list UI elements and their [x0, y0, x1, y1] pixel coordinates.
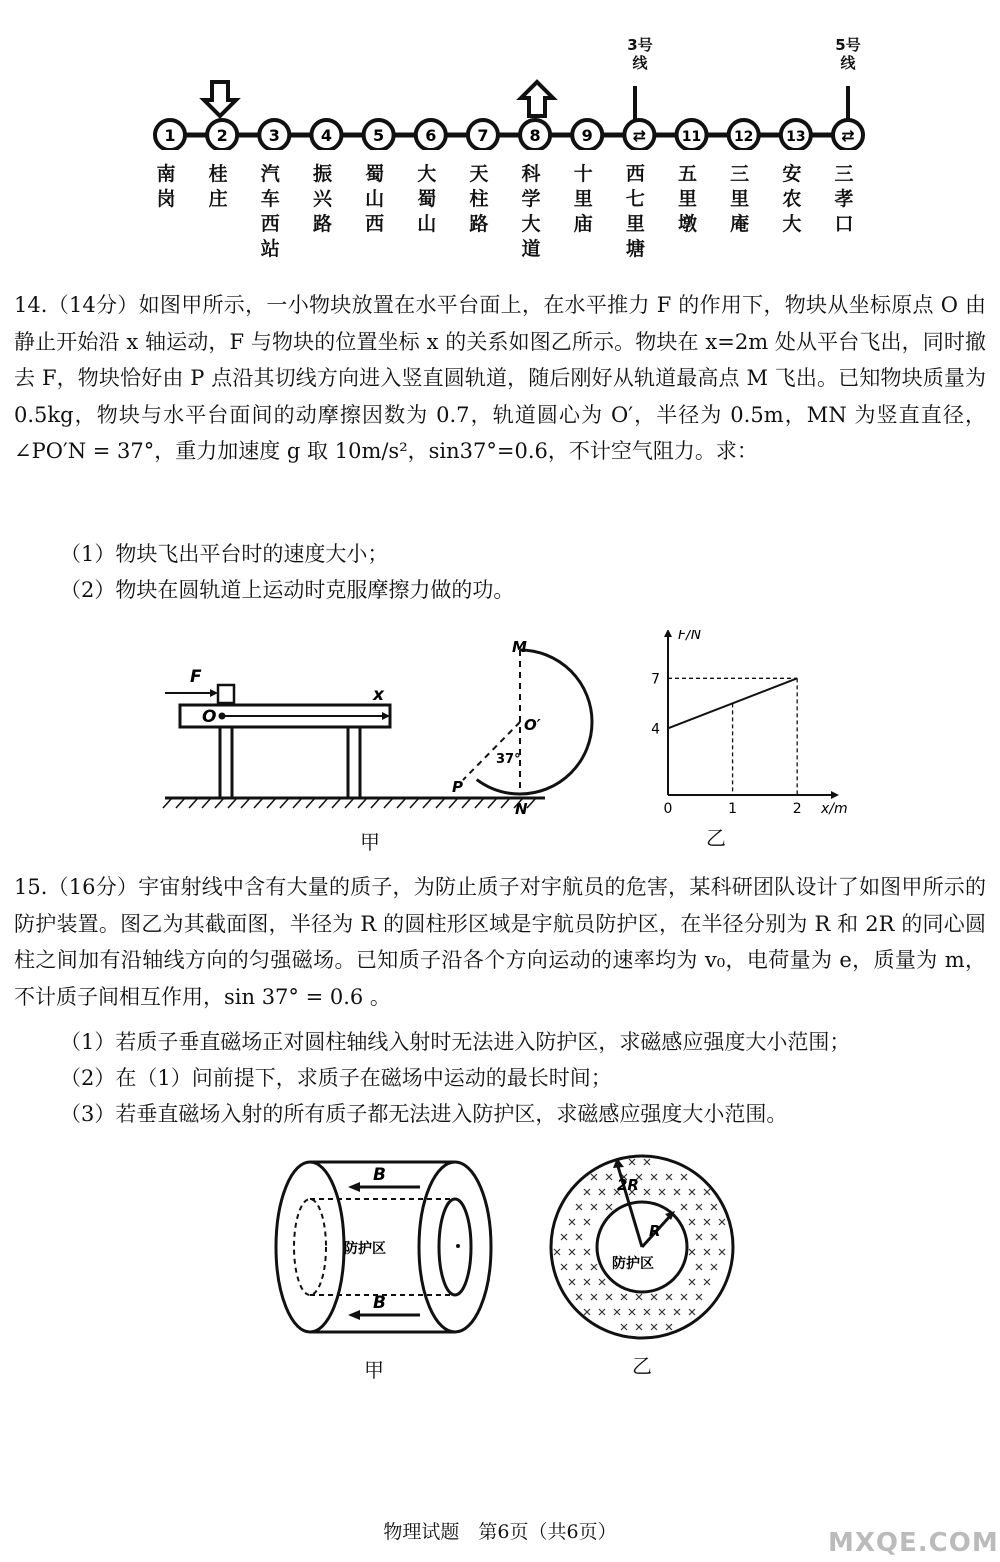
station-name: 大蜀山 [417, 163, 439, 235]
q14-fx-graph [640, 630, 860, 820]
station-name: 三孝口 [834, 163, 856, 235]
down-arrow-icon [204, 82, 236, 116]
station-name: 桂庄 [208, 163, 230, 210]
label-R: R [649, 1222, 661, 1240]
q15-figure-jia [270, 1150, 510, 1340]
station-name: 蜀山西 [365, 163, 387, 235]
page-footer: 物理试题 第6页（共6页） [383, 1521, 617, 1543]
station-number: 6 [425, 126, 437, 145]
station-number: 3 [268, 126, 280, 145]
station-number: 7 [477, 126, 489, 145]
station-number: 13 [786, 129, 806, 145]
station-number: 4 [320, 126, 333, 145]
q15-subquestions [60, 1024, 990, 1132]
station-name: 振兴路 [312, 163, 334, 235]
q14-subquestions [60, 536, 514, 608]
q15-caption-jia: 甲 [364, 1358, 384, 1382]
x-tick-label: 2 [792, 801, 802, 817]
q14-caption-yi: 乙 [706, 826, 726, 850]
station-number: ⇄ [632, 126, 647, 145]
x-axis-label: x/m [821, 801, 848, 817]
transfer-label-line3: 3号线 [627, 36, 653, 72]
q15-sub2: （2）在（1）问前提下，求质子在磁场中运动的最长时间； [60, 1066, 612, 1090]
q15-caption-yi: 乙 [632, 1354, 652, 1378]
label-angle-37: 37° [496, 752, 521, 767]
q14-caption-jia: 甲 [360, 830, 380, 854]
q15-sub1: （1）若质子垂直磁场正对圆柱轴线入射时无法进入防护区，求磁感应强度大小范围； [60, 1030, 851, 1054]
label-2R: 2R [617, 1176, 639, 1194]
label-P: P [452, 778, 463, 796]
station-number: 1 [164, 126, 176, 145]
station-name: 科学大道 [521, 163, 543, 260]
station-number: 2 [216, 126, 228, 145]
label-M: M [512, 638, 527, 656]
x-tick-label: 0 [663, 801, 673, 817]
label-N: N [515, 800, 528, 818]
station-name: 三里庵 [730, 163, 752, 235]
label-O-prime: O′ [524, 716, 541, 734]
y-tick-label: 7 [651, 671, 660, 688]
station-name: 十里庙 [573, 163, 595, 235]
station-number: 12 [733, 129, 754, 145]
station-number: ⇄ [841, 126, 855, 145]
station-number: 11 [681, 129, 702, 145]
q15-figure-yi [545, 1150, 740, 1345]
q14-sub2: （2）物块在圆轨道上运动时克服摩擦力做的功。 [60, 578, 515, 602]
q15-sub3: （3）若垂直磁场入射的所有质子都无法进入防护区，求磁感应强度大小范围。 [60, 1102, 788, 1126]
station-name: 天柱路 [469, 163, 491, 235]
station-name: 安农大 [782, 163, 804, 235]
label-O: O [202, 707, 217, 727]
station-name: 南岗 [156, 163, 178, 210]
station-number: 8 [529, 126, 541, 145]
x-tick-label: 1 [728, 801, 738, 817]
station-name: 西七里塘 [625, 163, 647, 260]
q14-text: 14.（14分）如图甲所示，一小物块放置在水平台面上，在水平推力 F 的作用下，物块从坐标原点 O 由静止开始沿 x 轴运动，F 与物块的位置坐标 x 的关系如图乙所示。物块在 x=2m 处从平台飞出，同时撤去 F，物块恰好由 P 点沿其切线方向进入竖直圆轨道，随后刚好从轨道最高点 M 飞出。已知物块质量为 0.5kg，物块与水平台面间的动摩擦因数为 0.7，轨道圆心为 O′，半径为 0.5m，MN 为竖直直径，∠PO′N = 37°，重力加速度 g 取 10m/s²，sin37°=0.6，不计空气阻力。求： [14, 293, 986, 463]
q14-sub1: （1）物块飞出平台时的速度大小； [60, 542, 389, 566]
y-axis-label: F/N [678, 630, 702, 643]
watermark: MXQE.COM [828, 1528, 999, 1558]
y-tick-label: 4 [651, 721, 660, 738]
station-name: 汽车西站 [260, 163, 282, 260]
metro-line-diagram [140, 30, 880, 150]
label-F: F [190, 667, 202, 687]
station-number: 5 [373, 126, 385, 145]
label-x: x [373, 685, 384, 705]
label-B-bottom: B [373, 1293, 386, 1313]
transfer-label-line5: 5号线 [835, 36, 861, 72]
q14-figure-jia [160, 630, 620, 830]
label-zone-jia: 防护区 [344, 1241, 386, 1257]
q15-text: 15.（16分）宇宙射线中含有大量的质子，为防止质子对宇航员的危害，某科研团队设计了如图甲所示的防护装置。图乙为其截面图，半径为 R 的圆柱形区域是宇航员防护区，在半径分别为 R 和 2R 的同心圆柱之间加有沿轴线方向的匀强磁场。已知质子沿各个方向运动的速率均为 v₀，电荷量为 e，质量为 m，不计质子间相互作用，sin 37° = 0.6 。 [14, 875, 986, 1009]
station-number: 9 [581, 126, 593, 145]
station-name: 五里墩 [678, 163, 700, 235]
label-B-top: B [373, 1165, 386, 1185]
up-arrow-icon [521, 82, 553, 116]
label-zone-yi: 防护区 [612, 1256, 654, 1272]
